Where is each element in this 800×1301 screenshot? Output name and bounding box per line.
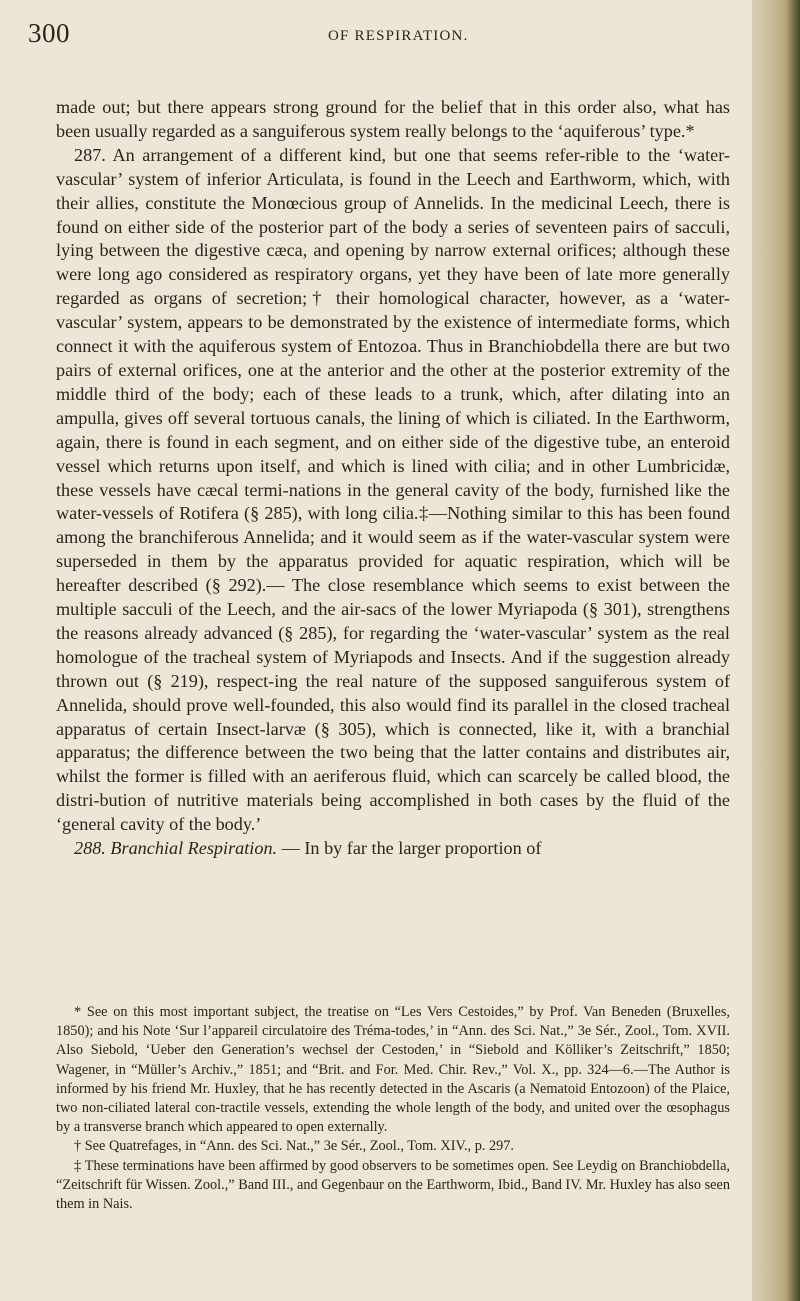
paragraph-287: 287. An arrangement of a different kind, but one that seems refer-rible to the ‘water-vascular’ system of inferior Articulata, is found in the Leech and Earthworm, which, with their allies, constitute the Monœcious group of Annelids. In the medicinal Leech, there is found on either side of the posterior part of the body a series of seventeen pairs of sacculi, lying between the digestive cæca, and opening by narrow external orifices; although these were long ago considered as respiratory organs, yet they have been of late more generally regarded as organs of secretion;† their homological character, however, as a ‘water-vascular’ system, appears to be demonstrated by the existence of intermediate forms, which connect it with the aquiferous system of Entozoa. Thus in Branchiobdella there are but two pairs of external orifices, one at the anterior and the other at the posterior extremity of the middle third of the body; each of these leads to a trunk, which, after dilating into an ampulla, gives off several tortuous canals, the lining of which is ciliated. In the Earthworm, again, there is found in each segment, and on either side of the digestive tube, an enteroid vessel which returns upon itself, and which is lined with cilia; and in other Lumbricidæ, these vessels have cæcal termi-nations in the general cavity of the body, furnished like the water-vessels of Rotifera (§ 285), with long cilia.‡—Nothing similar to this has been found among the branchiferous Annelida; and it would seem as if the water-vascular system were superseded in them by the apparatus provided for aquatic respiration, which will be hereafter described (§ 292).— The close resemblance which seems to exist between the multiple sacculi of the Leech, and the air-sacs of the lower Myriapoda (§ 301), strengthens the reasons already advanced (§ 285), for regarding the ‘water-vascular’ system as the real homologue of the tracheal system of Myriapods and Insects. And if the suggestion already thrown out (§ 219), respect-ing the real nature of the supposed sanguiferous system of Annelida, should prove well-founded, this also would find its parallel in the closed tracheal apparatus of certain Insect-larvæ (§ 305), which is connected, like it, with a branchial apparatus; the difference between the two being that the latter contains and distributes air, whilst the former is filled with an aeriferous fluid, which can scarcely be called blood, the distri-bution of nutritive materials being accomplished in both cases by the fluid of the ‘general cavity of the body.’ — [56, 144, 730, 835]
page-edge-shadow — [752, 0, 800, 1301]
page-number: 300 — [28, 18, 70, 48]
running-title: OF RESPIRATION. — [328, 28, 469, 44]
footnote-dagger: † See Quatrefages, in “Ann. des Sci. Nat.,” 3e Sér., Zool., Tom. XIV., p. 297. — [74, 1138, 515, 1155]
footnote-star: * See on this most important subject, the treatise on “Les Vers Cestoides,” by Prof. Van Beneden (Bruxelles, 1850); and his Note ‘Sur l’appareil circulatoire des Tréma-todes,’ in “Ann. des Sci. Nat.,” 3e Sér., Zool., Tom. XVII. Also Siebold, ‘Ueber den Generation’s wechsel der Cestoden,’ in “Siebold and Kölliker’s Zeitschrift,” 1850; Wagener, in “Müller’s Archiv.,” 1851; and “Brit. and For. Med. Chir. Rev.,” Vol. X., pp. 324—6.—The Author is informed by his friend Mr. Huxley, that he has recently detected in the Ascaris (a Nematoid Entozoon) of the Plaice, two non-ciliated lateral con-tractile vessels, extending the whole length of the body, and united over the œsophagus by a transverse branch which appeared to open externally. — [56, 1004, 730, 1136]
section-heading-288: 288. Branchial Respiration. — [74, 838, 278, 859]
footnotes — [56, 1003, 730, 1214]
paragraph-continuation: made out; but there appears strong ground for the belief that in this order also, what has been usually regarded as a sanguiferous system really belongs to the ‘aquiferous’ type.* — [56, 97, 730, 141]
paragraph-288-text: — In by far the larger proportion of — [277, 838, 542, 859]
paragraph-288 — [56, 837, 730, 861]
page-header — [28, 18, 718, 68]
body-text — [56, 96, 730, 861]
footnote-double-dagger: ‡ These terminations have been affirmed by good observers to be sometimes open. See Leydig on Branchiobdella, “Zeitschrift für Wissen. Zool.,” Band III., and Gegenbaur on the Earthworm, Ibid., Band IV. Mr. Huxley has also seen them in Nais. — [56, 1157, 730, 1213]
